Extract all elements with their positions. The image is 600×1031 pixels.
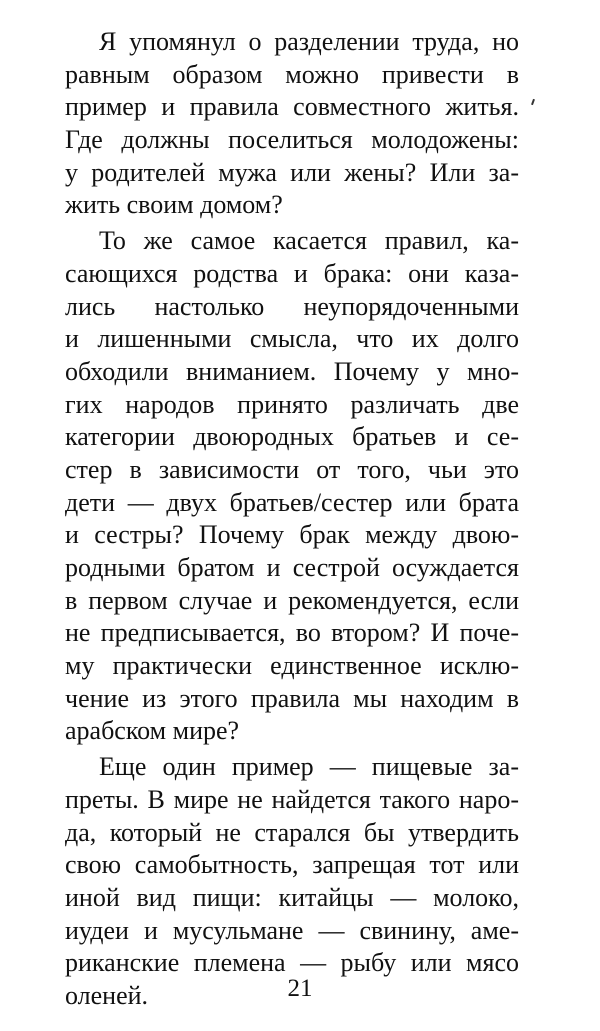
text-line: в первом случае и рекомендуется, если [65,585,519,615]
text-line: оленей. [65,980,149,1010]
text-line: То же самое касается правил, ка- [99,226,519,256]
text-line: Еще один пример — пищевые за- [99,752,519,782]
text-line: да, который не старался бы утвердить [65,817,519,847]
text-line: категории двоюродных братьев и се- [65,422,519,452]
paragraph-1 [65,26,519,222]
scan-mark [531,99,535,105]
text-line: Где должны поселиться молодожены: [65,125,519,155]
text-line: не предписывается, во втором? И поче- [65,618,519,648]
text-line: сающихся родства и брака: они каза- [65,258,519,288]
text-line: обходили вниманием. Почему у мно- [65,356,519,386]
text-line: иудеи и мусульмане — свинину, аме- [65,915,519,945]
text-line: у родителей мужа или жены? Или за- [65,157,519,187]
text-line: свою самобытность, запрещая тот или [65,850,519,880]
text-line: и сестры? Почему брак между двою- [65,520,519,550]
text-line: риканские племена — рыбу или мясо [65,948,519,978]
text-line: му практически единственное исклю- [65,651,519,681]
text-line: преты. В мире не найдется такого наро- [65,784,519,814]
text-line: чение из этого правила мы находим в [65,683,519,713]
text-line: иной вид пищи: китайцы — молоко, [65,882,519,912]
paragraph-2 [65,225,519,748]
text-line: дети — двух братьев/сестер или брата [65,487,519,517]
text-line: жить своим домом? [65,190,283,220]
text-line: и лишенными смысла, что их долго [65,324,519,354]
text-line: гих народов принято различать две [65,389,519,419]
page-number: 21 [287,975,313,1002]
text-line: стер в зависимости от того, чьи это [65,454,519,484]
text-line: лись настолько неупорядоченными [65,291,519,321]
text-line: Я упомянул о разделении труда, но [99,27,519,56]
body-text [65,26,519,1013]
text-line: арабском мире? [65,716,240,746]
text-line: пример и правила совместного житья. [65,92,519,122]
text-line: родными братом и сестрой осуждается [65,553,519,582]
text-line: равным образом можно привести в [65,59,519,89]
